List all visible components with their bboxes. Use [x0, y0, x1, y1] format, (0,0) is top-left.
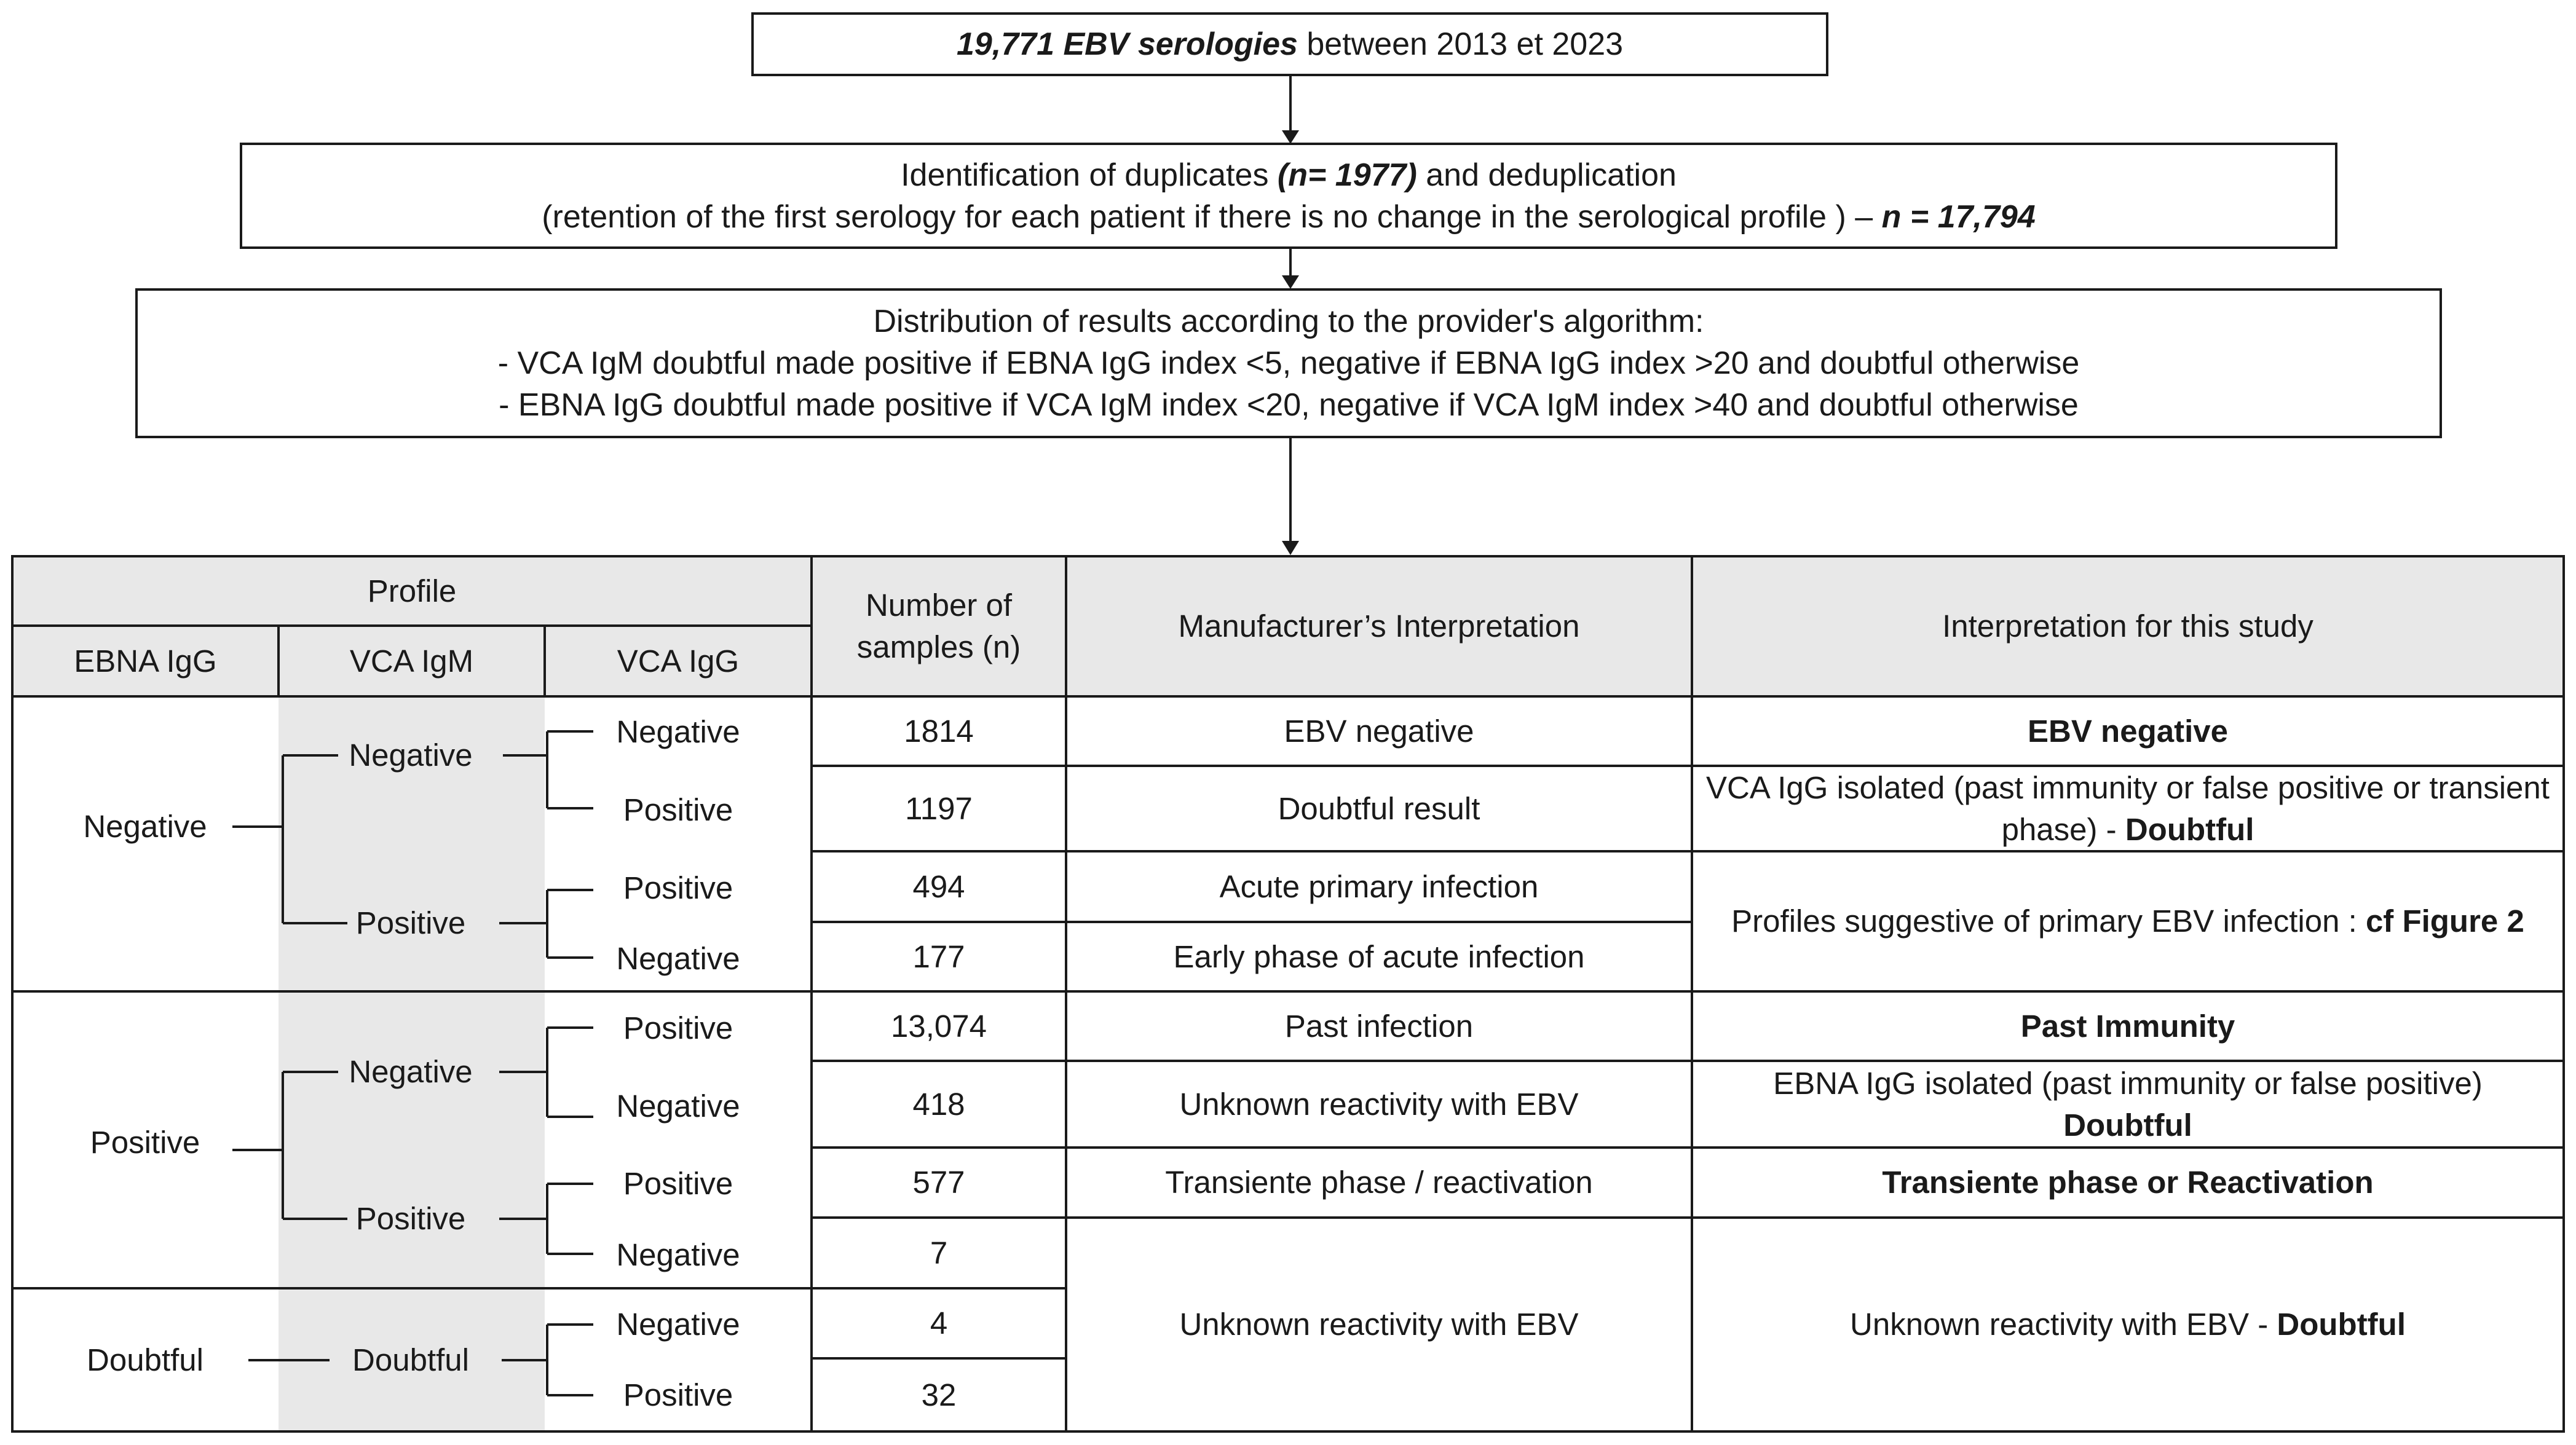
sample-count: 577 [912, 1165, 965, 1200]
flow-box-total [751, 12, 1828, 76]
manufacturer-interpretation: Acute primary infection [1219, 868, 1539, 904]
total-count: 19,771 EBV serologies [956, 26, 1298, 62]
igg-leaf: Positive [623, 1010, 733, 1045]
header-profile: Profile [367, 573, 457, 608]
igg-leaf: Positive [623, 1377, 733, 1412]
igg-leaf: Positive [623, 870, 733, 905]
igg-leaf: Negative [616, 1089, 740, 1124]
sample-count: 13,074 [891, 1008, 987, 1044]
retention-text: (retention of the first serology for each patient if there is no change in the serological profile ) – [542, 199, 1882, 235]
header-study: Interpretation for this study [1942, 608, 2313, 644]
igm-doubtful: Doubtful [352, 1342, 469, 1377]
manufacturer-interpretation: Early phase of acute infection [1173, 939, 1585, 974]
header-vca-igm: VCA IgM [349, 643, 474, 679]
study-text-bold: Doubtful [2063, 1107, 2192, 1143]
sample-count: 1814 [904, 713, 974, 749]
header-number: Number of samples (n) [856, 588, 1021, 664]
sample-count: 1197 [905, 790, 973, 826]
study-text-bold: cf Figure 2 [2365, 904, 2524, 939]
total-period: between 2013 et 2023 [1297, 26, 1624, 62]
igg-leaf: Positive [623, 1166, 733, 1201]
dedup-text: Identification of duplicates [901, 157, 1278, 193]
arrowhead-1 [1282, 130, 1299, 144]
sample-count: 7 [930, 1235, 948, 1270]
igg-leaf: Positive [623, 792, 733, 827]
igm-positive-g2: Positive [355, 1201, 466, 1236]
igg-leaf: Negative [616, 1307, 740, 1342]
algorithm-title: Distribution of results according to the provider's algorithm: [873, 304, 1704, 339]
ebna-doubtful: Doubtful [87, 1342, 203, 1377]
flow-box-algorithm [135, 288, 2442, 438]
dedup-count: n = 17,794 [1881, 199, 2036, 235]
study-interpretation: Past Immunity [2020, 1008, 2235, 1044]
header-manufacturer: Manufacturer’s Interpretation [1178, 608, 1580, 644]
manufacturer-interpretation: EBV negative [1284, 713, 1474, 749]
ebna-negative: Negative [83, 809, 207, 844]
igg-leaf: Negative [616, 941, 740, 976]
igg-leaf: Negative [616, 1237, 740, 1272]
study-interpretation [1692, 766, 2564, 851]
header-vca-igg: VCA IgG [617, 643, 740, 679]
manufacturer-interpretation: Unknown reactivity with EBV [1179, 1086, 1579, 1122]
sample-count: 418 [912, 1086, 965, 1122]
study-text-bold: Doubtful [2277, 1307, 2406, 1342]
ebna-positive: Positive [90, 1125, 200, 1160]
algorithm-rule-ebna-igg: - EBNA IgG doubtful made positive if VCA IgM index <20, negative if VCA IgM index >40 and doubtful otherwise [499, 387, 2079, 423]
algorithm-rule-vca-igm: - VCA IgM doubtful made positive if EBNA IgG index <5, negative if EBNA IgG index >20 and doubtful otherwise [497, 345, 2080, 381]
manufacturer-interpretation: Past infection [1284, 1008, 1474, 1044]
study-interpretation: Transiente phase or Reactivation [1882, 1165, 2374, 1200]
sample-count: 177 [912, 939, 965, 974]
manufacturer-interpretation: Unknown reactivity with EBV [1179, 1307, 1579, 1342]
igm-positive-g1: Positive [355, 905, 466, 940]
igg-leaf: Negative [616, 714, 740, 749]
study-text: EBNA IgG isolated (past immunity or false positive) [1773, 1065, 2483, 1101]
study-interpretation [1692, 1218, 2564, 1431]
manufacturer-interpretation: Transiente phase / reactivation [1165, 1165, 1593, 1200]
sample-count: 32 [921, 1377, 957, 1412]
study-interpretation [1692, 1061, 2564, 1148]
sample-count: 494 [912, 868, 965, 904]
arrowhead-3 [1282, 541, 1299, 555]
dedup-text-end: and deduplication [1416, 157, 1677, 193]
study-interpretation: EBV negative [2028, 713, 2228, 749]
arrowhead-2 [1282, 275, 1299, 289]
igm-negative-g1: Negative [349, 738, 473, 773]
dup-count: (n= 1977) [1277, 157, 1417, 193]
study-text: Unknown reactivity with EBV - [1850, 1307, 2277, 1342]
study-text: VCA IgG isolated (past immunity or false positive or transient phase) - [1706, 770, 2550, 847]
header-ebna-igg: EBNA IgG [74, 643, 217, 679]
igm-negative-g2: Negative [349, 1054, 473, 1089]
study-interpretation [1692, 851, 2564, 991]
flow-box-dedup [240, 143, 2337, 249]
sample-count: 4 [930, 1305, 948, 1341]
manufacturer-interpretation: Doubtful result [1278, 790, 1480, 826]
study-text: Profiles suggestive of primary EBV infection : [1731, 904, 2366, 939]
study-text-bold: Doubtful [2125, 812, 2254, 847]
